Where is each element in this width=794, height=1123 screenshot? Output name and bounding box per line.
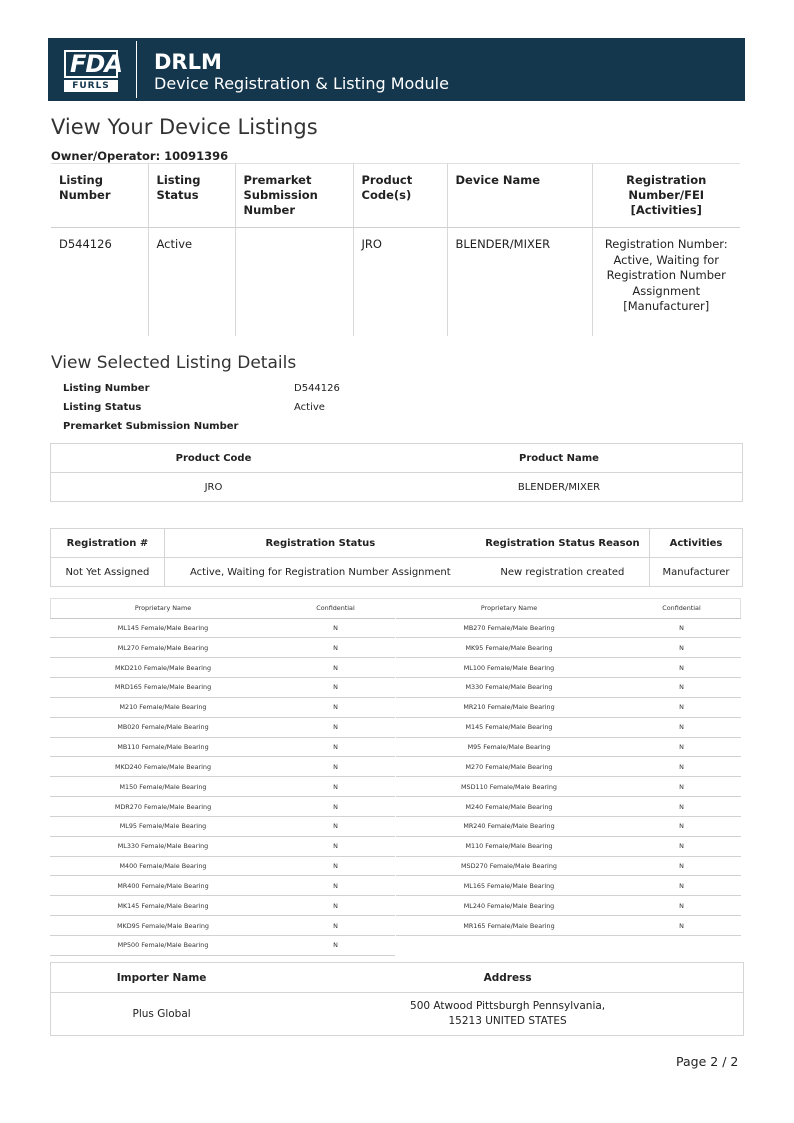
page-number [676,1054,738,1069]
proprietary-name: MRD165 Female/Male Bearing [50,678,276,698]
proprietary-name: ML330 Female/Male Bearing [50,836,276,856]
proprietary-name: M110 Female/Male Bearing [396,836,622,856]
column-header: Proprietary Name [50,598,276,618]
proprietary-name: MK145 Female/Male Bearing [50,896,276,916]
proprietary-name: ML100 Female/Male Bearing [396,658,622,678]
header-divider [136,41,137,98]
proprietary-name: M145 Female/Male Bearing [396,717,622,737]
confidential-flag: N [622,876,741,896]
header-subtitle: Device Registration & Listing Module [154,74,449,93]
confidential-flag: N [276,658,395,678]
column-header: Address [272,963,743,993]
page-separator: / [722,1054,727,1069]
confidential-flag: N [622,816,741,836]
column-header: Importer Name [51,963,273,993]
table-row [396,737,741,757]
listing-number-cell: D544126 [51,228,148,336]
proprietary-name: ML165 Female/Male Bearing [396,876,622,896]
table-row [396,757,741,777]
table-row [50,618,395,638]
proprietary-name: M95 Female/Male Bearing [396,737,622,757]
table-row [396,816,741,836]
proprietary-name: MR400 Female/Male Bearing [50,876,276,896]
registration-cell: Registration Number: Active, Waiting for Registration Number Assignment [Manufacturer] [604,237,728,313]
table-row [51,993,744,1036]
activities-value: Manufacturer [662,566,730,578]
confidential-flag: N [622,836,741,856]
table-row [50,916,395,936]
confidential-flag: N [276,816,395,836]
proprietary-name: MB270 Female/Male Bearing [396,618,622,638]
confidential-flag: N [276,638,395,658]
column-header: Premarket Submission Number [235,164,353,228]
registration-header-row [51,529,743,558]
proprietary-name: ML240 Female/Male Bearing [396,896,622,916]
detail-value: Active [294,402,325,413]
table-row [50,757,395,777]
confidential-flag: N [276,856,395,876]
table-row [50,936,395,956]
column-header: Registration Status Reason [476,529,650,558]
confidential-flag: N [276,678,395,698]
table-row [50,717,395,737]
table-row [396,777,741,797]
importer-header-row [51,963,744,993]
column-header: Device Name [447,164,592,228]
table-row [51,473,743,502]
table-row [396,717,741,737]
registration-status-value: Active, Waiting for Registration Number Assignment [190,566,451,578]
table-row [50,638,395,658]
column-header: Proprietary Name [396,598,622,618]
table-row [396,618,741,638]
column-header: Confidential [622,598,741,618]
confidential-flag: N [276,618,395,638]
address-line: 500 Atwood Pittsburgh Pennsylvania, [410,1000,606,1012]
table-row [50,876,395,896]
proprietary-name: ML95 Female/Male Bearing [50,816,276,836]
product-code-value: JRO [204,481,223,493]
proprietary-name: M150 Female/Male Bearing [50,777,276,797]
proprietary-name: M240 Female/Male Bearing [396,797,622,817]
product-table [50,443,743,502]
proprietary-name: MKD210 Female/Male Bearing [50,658,276,678]
premarket-number-cell [235,228,353,336]
detail-label: Listing Status [63,402,142,413]
proprietary-column-left [50,598,395,956]
table-row [396,836,741,856]
proprietary-name: MDR270 Female/Male Bearing [50,797,276,817]
table-row [50,797,395,817]
detail-value: D544126 [294,383,340,394]
column-header: Confidential [276,598,395,618]
table-row [50,678,395,698]
product-header-row [51,444,743,473]
proprietary-column-right [396,598,741,936]
proprietary-name: MR240 Female/Male Bearing [396,816,622,836]
registration-number-value: Not Yet Assigned [51,558,165,587]
confidential-flag: N [276,697,395,717]
column-header: Product Code [51,444,377,473]
app-header [48,38,745,101]
fda-furls-logo [64,50,122,91]
table-row [50,856,395,876]
page-title: View Your Device Listings [51,115,318,139]
table-row [50,896,395,916]
importer-table [50,962,744,1036]
table-row [51,558,743,587]
confidential-flag: N [276,737,395,757]
proprietary-name: MP500 Female/Male Bearing [50,936,276,956]
table-row [396,916,741,936]
confidential-flag: N [276,936,395,956]
proprietary-name: M330 Female/Male Bearing [396,678,622,698]
table-row [396,697,741,717]
table-row [50,836,395,856]
proprietary-name: ML145 Female/Male Bearing [50,618,276,638]
table-row [396,896,741,916]
page-total: 2 [730,1054,739,1069]
registration-reason-value: New registration created [476,558,650,587]
listing-status-cell: Active [148,228,235,336]
confidential-flag: N [622,896,741,916]
proprietary-name: ML270 Female/Male Bearing [50,638,276,658]
column-header: Product Code(s) [353,164,447,228]
proprietary-name: MB110 Female/Male Bearing [50,737,276,757]
proprietary-name: MKD240 Female/Male Bearing [50,757,276,777]
table-row [396,856,741,876]
device-name-cell: BLENDER/MIXER [447,228,592,336]
proprietary-name: M270 Female/Male Bearing [396,757,622,777]
confidential-flag: N [622,678,741,698]
confidential-flag: N [622,797,741,817]
proprietary-name: MR165 Female/Male Bearing [396,916,622,936]
column-header: Listing Number [51,164,148,228]
confidential-flag: N [622,916,741,936]
table-row [50,777,395,797]
confidential-flag: N [622,777,741,797]
proprietary-table-left [50,598,395,956]
product-code-cell: JRO [353,228,447,336]
proprietary-header-row [50,598,395,618]
table-row [396,658,741,678]
header-title: DRLM [154,50,222,74]
column-header: Registration Number/FEI [Activities] [592,164,740,228]
table-row [396,876,741,896]
confidential-flag: N [276,916,395,936]
table-row [50,816,395,836]
proprietary-header-row [396,598,741,618]
proprietary-names-section [50,598,741,955]
table-row [396,638,741,658]
proprietary-name: MR210 Female/Male Bearing [396,697,622,717]
confidential-flag: N [622,856,741,876]
column-header: Activities [650,529,743,558]
proprietary-name: MSD270 Female/Male Bearing [396,856,622,876]
confidential-flag: N [276,876,395,896]
column-header: Listing Status [148,164,235,228]
table-row [50,737,395,757]
confidential-flag: N [276,896,395,916]
table-row[interactable] [51,228,740,336]
confidential-flag: N [276,717,395,737]
registration-table [50,528,743,587]
table-row [396,678,741,698]
proprietary-name: MKD95 Female/Male Bearing [50,916,276,936]
device-listings-table [51,163,740,336]
fda-logo-text: FDA [64,50,118,78]
importer-name-value: Plus Global [132,1007,191,1020]
table-row [50,658,395,678]
address-line: 15213 UNITED STATES [448,1015,567,1027]
proprietary-name: MB020 Female/Male Bearing [50,717,276,737]
confidential-flag: N [276,757,395,777]
proprietary-table-right [396,598,741,936]
proprietary-name: MK95 Female/Male Bearing [396,638,622,658]
owner-operator-label: Owner/Operator: 10091396 [51,149,229,163]
confidential-flag: N [622,618,741,638]
column-header: Registration Status [164,529,475,558]
confidential-flag: N [622,638,741,658]
furls-logo-text: FURLS [64,80,118,92]
importer-address-value [272,993,743,1036]
details-section-title: View Selected Listing Details [51,353,297,373]
proprietary-name: M210 Female/Male Bearing [50,697,276,717]
detail-label: Premarket Submission Number [63,421,239,432]
confidential-flag: N [622,658,741,678]
proprietary-name: M400 Female/Male Bearing [50,856,276,876]
confidential-flag: N [622,757,741,777]
product-name-value: BLENDER/MIXER [517,481,601,493]
confidential-flag: N [276,797,395,817]
proprietary-name: MSD110 Female/Male Bearing [396,777,622,797]
page-current: 2 [710,1054,719,1069]
confidential-flag: N [622,717,741,737]
listings-header-row [51,164,740,228]
table-row [396,797,741,817]
table-row [50,697,395,717]
confidential-flag: N [276,777,395,797]
confidential-flag: N [622,697,741,717]
column-header: Product Name [376,444,743,473]
detail-label: Listing Number [63,383,150,394]
page-label: Page [676,1054,707,1069]
confidential-flag: N [276,836,395,856]
column-header: Registration # [51,529,165,558]
confidential-flag: N [622,737,741,757]
